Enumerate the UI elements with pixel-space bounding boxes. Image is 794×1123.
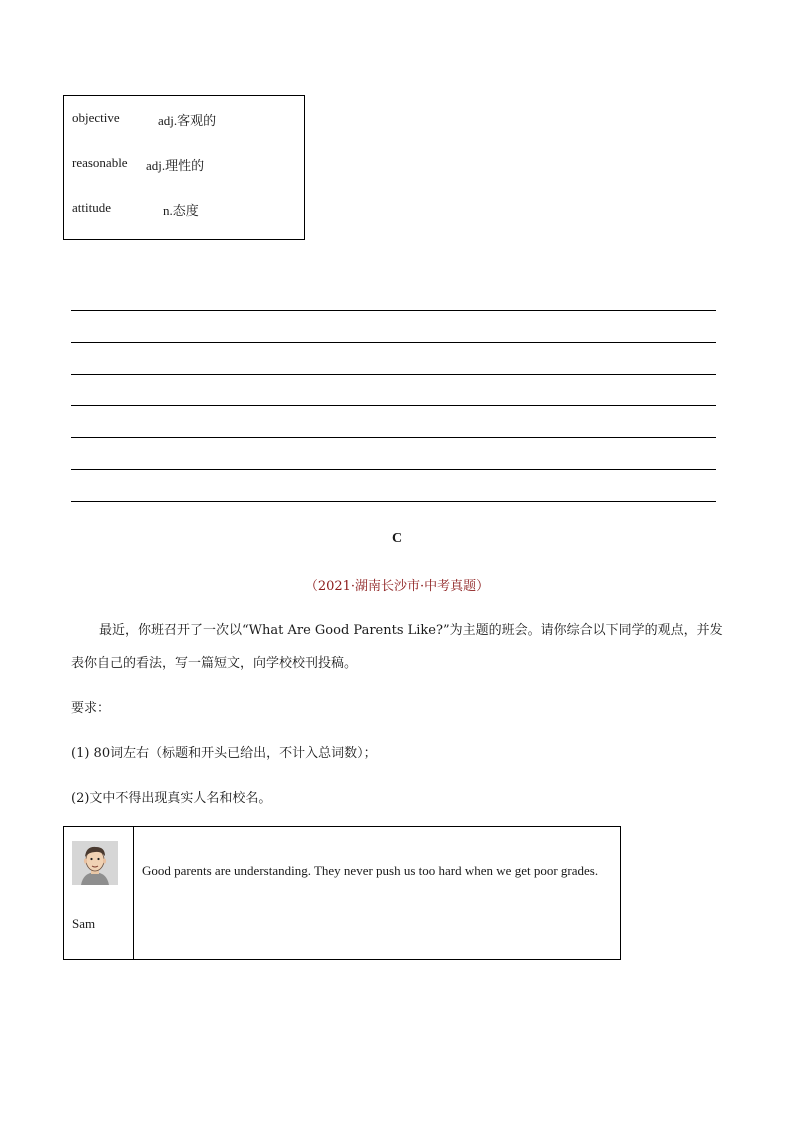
section-letter: C [391, 531, 403, 546]
exam-source: （2021·湖南长沙市·中考真题） [304, 579, 490, 594]
vocab-word: attitude [72, 200, 111, 215]
requirement-item: (1) 80词左右（标题和开头已给出，不计入总词数）； [71, 746, 377, 761]
writing-prompt: 最近，你班召开了一次以“What Are Good Parents Like?”为主题的班会。请你综合以下同学的观点，并发表你自己的看法，写一篇短文，向学校校刊投稿。 [71, 623, 723, 671]
opinion-text: Good parents are understanding. They never push us too hard when we get poor grades. [142, 863, 599, 878]
vocab-meaning: n.态度 [163, 203, 199, 218]
answer-line[interactable] [71, 310, 716, 311]
vocab-row [72, 200, 199, 218]
answer-line[interactable] [71, 469, 716, 470]
vocabulary-box [63, 95, 305, 240]
vocab-meaning: adj.理性的 [146, 158, 205, 173]
opinion-table [63, 826, 621, 960]
requirement-item: (2)文中不得出现真实人名和校名。 [71, 791, 272, 806]
boy-avatar-icon [72, 841, 118, 885]
table-divider [133, 827, 134, 959]
vocab-word: objective [72, 110, 120, 125]
requirements-label: 要求： [71, 701, 111, 716]
vocab-meaning: adj.客观的 [158, 113, 217, 128]
person-name: Sam [72, 916, 96, 931]
answer-line[interactable] [71, 342, 716, 343]
answer-line[interactable] [71, 437, 716, 438]
vocab-word: reasonable [72, 155, 128, 170]
answer-line[interactable] [71, 374, 716, 375]
vocab-row [72, 110, 217, 128]
vocab-row [72, 155, 205, 173]
answer-line[interactable] [71, 405, 716, 406]
answer-line[interactable] [71, 501, 716, 502]
